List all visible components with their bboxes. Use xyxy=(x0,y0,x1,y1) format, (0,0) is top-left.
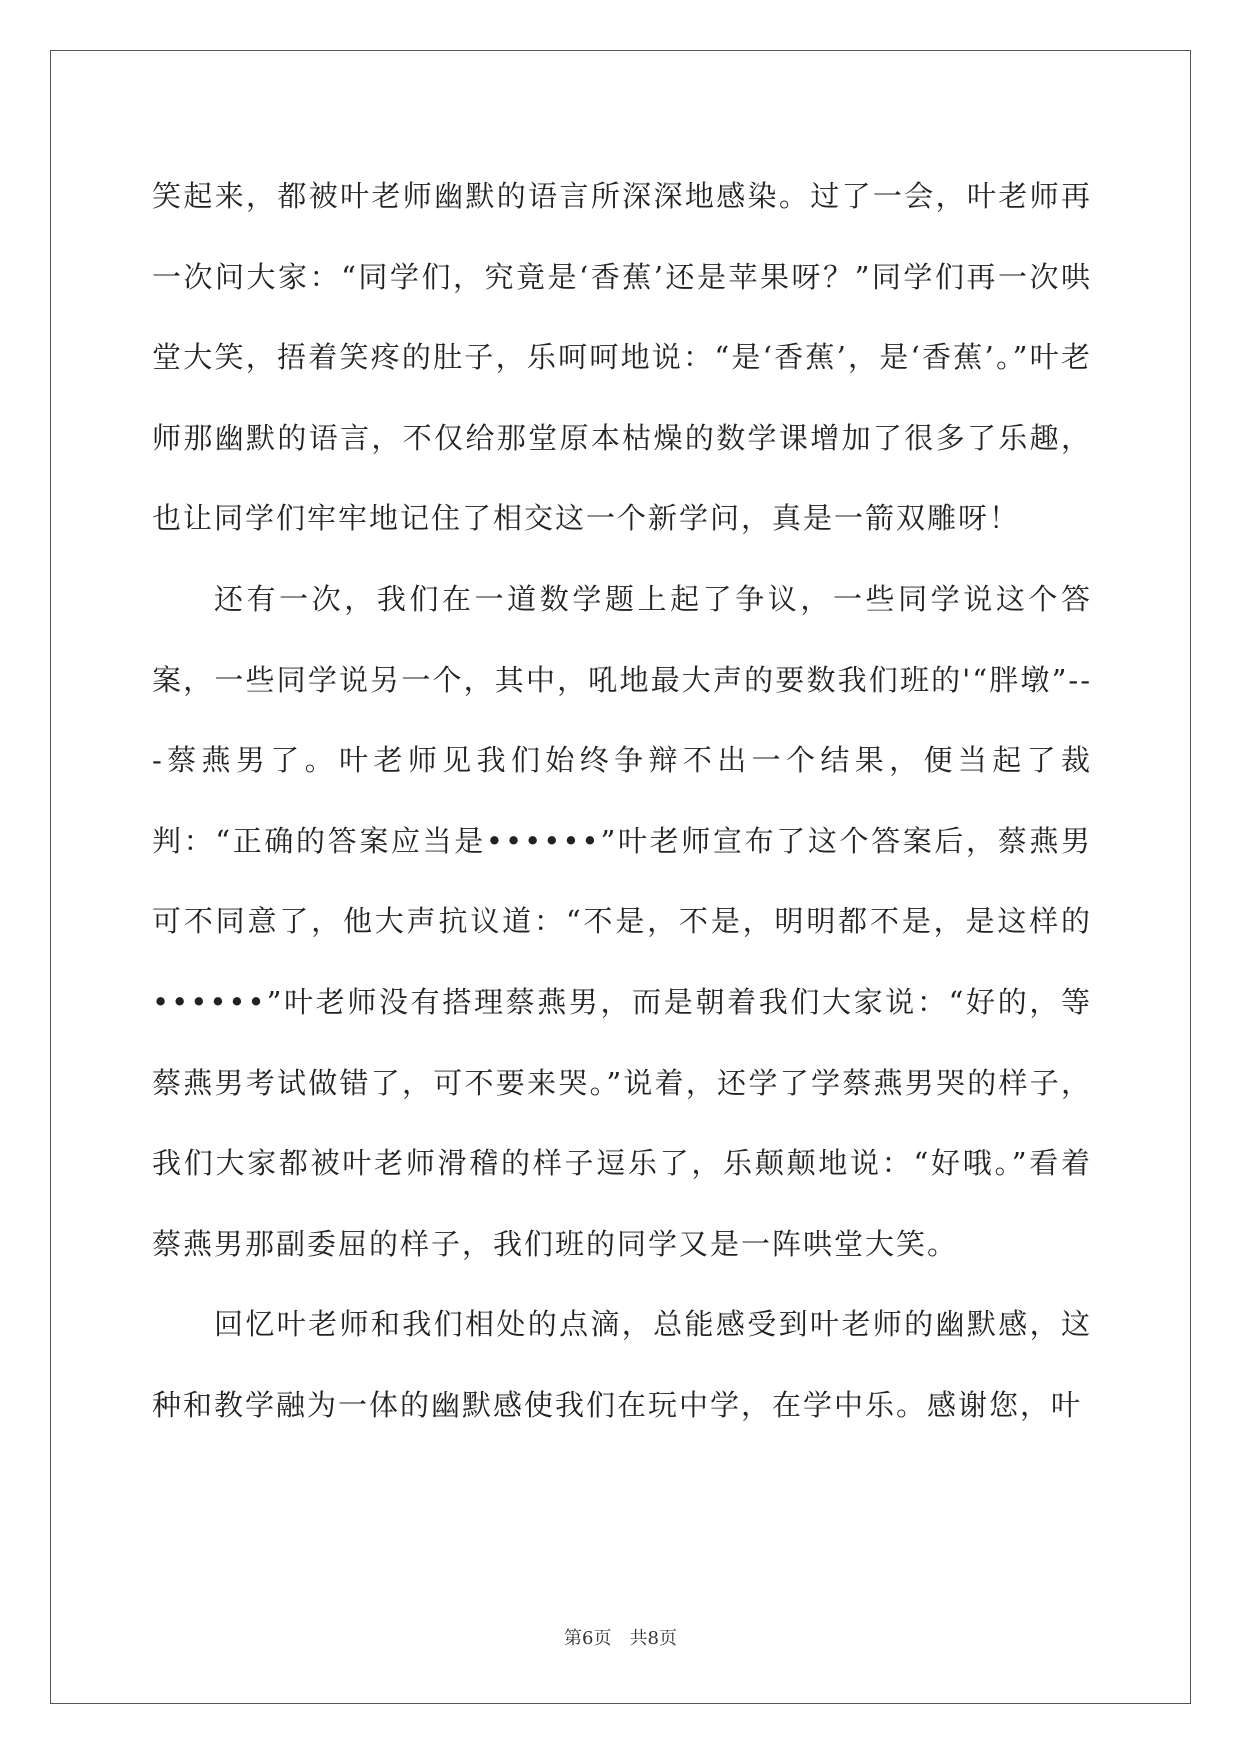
page-number-footer: 第6页 共8页 xyxy=(564,1628,677,1649)
paragraph-3: 回忆叶老师和我们相处的点滴，总能感受到叶老师的幽默感，这种和教学融为一体的幽默感使我们在玩中学，在学中乐。感谢您，叶 xyxy=(152,1307,1092,1422)
document-body xyxy=(152,156,1092,1446)
paragraph-2: 还有一次，我们在一道数学题上起了争议，一些同学说这个答案，一些同学说另一个，其中，吼地最大声的要数我们班的'“胖墩”---蔡燕男了。叶老师见我们始终争辩不出一个结果，便当起了裁判：“正确的答案应当是••••••”叶老师宣布了这个答案后，蔡燕男可不同意了，他大声抗议道：“不是，不是，明明都不是，是这样的••••••”叶老师没有搭理蔡燕男，而是朝着我们大家说：“好的，等蔡燕男考试做错了，可不要来哭。”说着，还学了学蔡燕男哭的样子，我们大家都被叶老师滑稽的样子逗乐了，乐颠颠地说：“好哦。”看着蔡燕男那副委屈的样子，我们班的同学又是一阵哄堂大笑。 xyxy=(152,581,1092,1261)
paragraph-1: 笑起来，都被叶老师幽默的语言所深深地感染。过了一会，叶老师再一次问大家：“同学们，究竟是‘香蕉’还是苹果呀？”同学们再一次哄堂大笑，捂着笑疼的肚子，乐呵呵地说：“是‘香蕉’，是‘香蕉’。”叶老师那幽默的语言，不仅给那堂原本枯燥的数学课增加了很多了乐趣，也让同学们牢牢地记住了相交这一个新学问，真是一箭双雕呀！ xyxy=(152,179,1092,536)
